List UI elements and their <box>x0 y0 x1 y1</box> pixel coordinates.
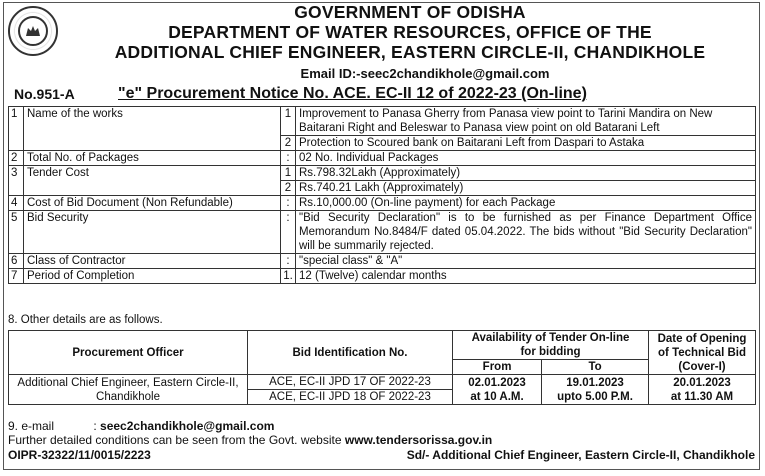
row-separator: : <box>281 211 296 254</box>
procurement-schedule-table <box>8 330 756 405</box>
row-number: 7 <box>9 269 24 284</box>
row-number: 1 <box>9 107 24 151</box>
footer-email-value: seec2chandikhole@gmail.com <box>100 419 275 433</box>
table-row <box>9 151 756 166</box>
notice-title: "e" Procurement Notice No. ACE. EC-II 12 of 2022-23 (On-line) <box>118 85 587 102</box>
header-bid-id: Bid Identification No. <box>248 331 453 375</box>
row-number: 3 <box>9 166 24 196</box>
table-row <box>9 254 756 269</box>
to-date: 19.01.2023 <box>566 376 624 389</box>
header-opening-date: Date of Opening of Technical Bid (Cover-I) <box>649 331 756 375</box>
open-date: 20.01.2023 <box>673 376 731 389</box>
header-department: DEPARTMENT OF WATER RESOURCES, OFFICE OF THE <box>168 22 652 42</box>
footer-oipr-number: OIPR-32322/11/0015/2223 <box>8 448 151 462</box>
to-date-cell <box>542 375 649 405</box>
tender-cost-2: Rs.740.21 Lakh (Approximately) <box>296 181 756 196</box>
row-separator: : <box>281 151 296 166</box>
row-label: Period of Completion <box>24 269 281 284</box>
row-separator: : <box>281 254 296 269</box>
row-label: Tender Cost <box>24 166 281 196</box>
header-availability: Availability of Tender On-line for bidding <box>453 331 649 360</box>
footer-email-line <box>8 419 274 433</box>
header-office: ADDITIONAL CHIEF ENGINEER, EASTERN CIRCLE-II, CHANDIKHOLE <box>114 42 706 62</box>
row-label: Cost of Bid Document (Non Refundable) <box>24 196 281 211</box>
footer-email-separator: : <box>93 419 97 433</box>
from-time: at 10 A.M. <box>470 390 524 403</box>
table-row <box>9 107 756 136</box>
row-separator: 1. <box>281 269 296 284</box>
footer-email-label: 9. e-mail <box>8 419 55 433</box>
row-label: Name of the works <box>24 107 281 151</box>
row-number: 4 <box>9 196 24 211</box>
header-from: From <box>453 360 542 375</box>
footer-website-link: www.tendersorissa.gov.in <box>344 433 493 447</box>
tender-cost-1: Rs.798.32Lakh (Approximately) <box>296 166 756 181</box>
table-row <box>9 211 756 254</box>
contractor-class-value: "special class" & "A" <box>296 254 756 269</box>
table-row <box>9 196 756 211</box>
bid-document-cost-value: Rs.10,000.00 (On-line payment) for each Package <box>296 196 756 211</box>
row-label: Total No. of Packages <box>24 151 281 166</box>
notice-number: No.951-A <box>14 86 75 102</box>
from-date-cell <box>453 375 542 405</box>
table-row <box>9 375 756 390</box>
row-label: Class of Contractor <box>24 254 281 269</box>
completion-period-value: 12 (Twelve) calendar months <box>296 269 756 284</box>
table-row <box>9 166 756 181</box>
bid-id-2: ACE, EC-II JPD 18 OF 2022-23 <box>248 390 453 405</box>
work-name-1: Improvement to Panasa Gherry from Panasa view point to Tarini Mandira on New Baitarani Right and Beleswar to Panasa view point on old Batarani Left <box>296 107 756 136</box>
table-row <box>9 269 756 284</box>
item-number: 2 <box>281 136 296 151</box>
open-time: at 11.30 AM <box>670 390 734 403</box>
footer-signature: Sd/- Additional Chief Engineer, Eastern Circle-II, Chandikhole <box>406 448 755 462</box>
odisha-emblem-logo <box>8 6 58 56</box>
item-number: 1 <box>281 166 296 181</box>
row-number: 2 <box>9 151 24 166</box>
table-header-row <box>9 331 756 360</box>
opening-date-cell <box>649 375 756 405</box>
header-to: To <box>542 360 649 375</box>
footer-website-text: Further detailed conditions can be seen from the Govt. website <box>8 433 345 447</box>
from-date: 02.01.2023 <box>468 376 526 389</box>
header-government: GOVERNMENT OF ODISHA <box>294 2 526 22</box>
item-number: 1 <box>281 107 296 136</box>
bid-security-value: "Bid Security Declaration" is to be furnished as per Finance Department Office Memorandum No.8484/F dated 05.04.2022. The bids without "Bid Security Declaration" will be summarily rejected. <box>296 211 756 254</box>
other-details-label: 8. Other details are as follows. <box>8 314 163 326</box>
header-procurement-officer: Procurement Officer <box>9 331 248 375</box>
footer-website-line <box>8 433 492 447</box>
to-time: upto 5.00 P.M. <box>557 390 633 403</box>
emblem-inner <box>18 16 48 46</box>
row-number: 5 <box>9 211 24 254</box>
total-packages-value: 02 No. Individual Packages <box>296 151 756 166</box>
emblem-icon <box>23 21 43 41</box>
procurement-officer-cell: Additional Chief Engineer, Eastern Circle-II, Chandikhole <box>9 375 248 405</box>
row-separator: : <box>281 196 296 211</box>
bid-id-1: ACE, EC-II JPD 17 OF 2022-23 <box>248 375 453 390</box>
header-email: Email ID:-seec2chandikhole@gmail.com <box>300 66 550 81</box>
tender-details-table <box>8 106 756 284</box>
work-name-2: Protection to Scoured bank on Baitarani Left from Daspari to Astaka <box>296 136 756 151</box>
row-number: 6 <box>9 254 24 269</box>
item-number: 2 <box>281 181 296 196</box>
row-label: Bid Security <box>24 211 281 254</box>
